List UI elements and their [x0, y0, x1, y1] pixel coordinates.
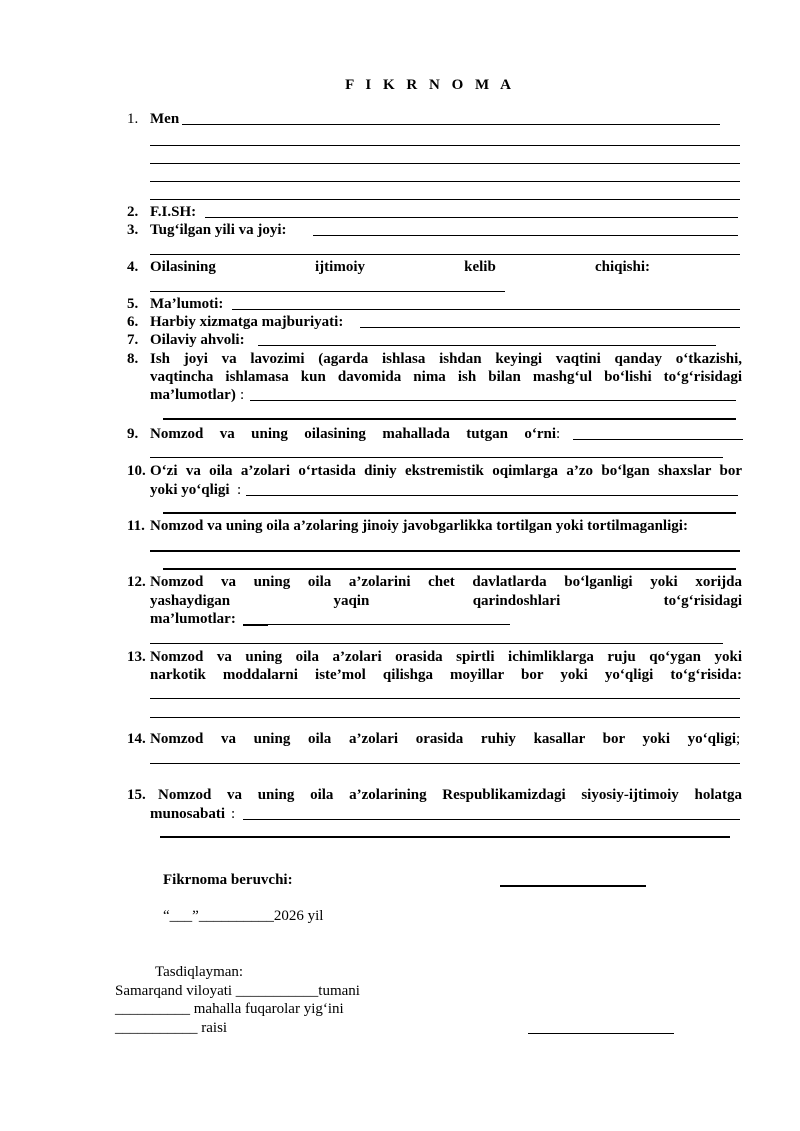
giver-signature-line[interactable] — [500, 885, 646, 887]
item-3-number: 3. — [127, 222, 139, 238]
item-15-number: 15. — [127, 787, 146, 803]
item-8-fill-line[interactable] — [163, 418, 736, 420]
item-1-label: Men — [150, 111, 180, 127]
item-2-label: F.I.SH: — [150, 204, 197, 220]
item-13-fill-line[interactable] — [150, 717, 740, 718]
item-4-word: chiqishi: — [594, 259, 650, 275]
item-8-fill-line[interactable] — [250, 400, 736, 401]
item-1-fill-line[interactable] — [150, 145, 740, 146]
item-4-label — [150, 258, 650, 276]
item-7-number: 7. — [127, 332, 139, 348]
item-7-label: Oilaviy ahvoli: — [150, 332, 245, 348]
item-12-line1: Nomzod va uning oila a’zolarini chet davlatlarda bo‘lganligi yoki xorijda — [150, 574, 742, 590]
item-13-fill-line[interactable] — [150, 698, 740, 699]
item-5-fill-line[interactable] — [232, 309, 740, 310]
item-8-number: 8. — [127, 351, 139, 367]
document-title: F I K R N O M A — [345, 77, 515, 93]
item-13-line2: narkotik moddalarni iste’mol qilishga moyillar bor yoki yo‘qligi to‘g‘risida: — [150, 667, 742, 683]
item-12-fill-line[interactable] — [150, 643, 723, 644]
region-line: Samarqand viloyati ___________tumani — [115, 983, 360, 999]
item-3-label: Tug‘ilgan yili va joyi: — [150, 222, 287, 238]
item-3-fill-line[interactable] — [313, 235, 738, 236]
giver-label: Fikrnoma beruvchi: — [163, 872, 293, 888]
item-12-line3: ma’lumotlar: — [150, 611, 236, 627]
item-9-label: Nomzod va uning oilasining mahallada tutgan o‘rni — [150, 426, 556, 442]
item-4-word: ijtimoiy — [315, 259, 365, 275]
item-12-word: yaqin — [333, 593, 370, 609]
approve-label: Tasdiqlayman: — [155, 964, 244, 980]
item-12-word: to‘g‘risidagi — [663, 593, 742, 609]
item-10-number: 10. — [127, 463, 146, 479]
item-12-word: yashaydigan — [150, 593, 231, 609]
item-6-fill-line[interactable] — [360, 327, 740, 328]
item-12-word: qarindoshlari — [472, 593, 561, 609]
item-8-line2: vaqtincha ishlamasa kun davomida nima ish bilan mashg‘ul bo‘lishi to‘g‘risidagi — [150, 369, 742, 385]
item-8-line3: ma’lumotlar) — [150, 387, 236, 403]
item-3-fill-line[interactable] — [150, 254, 740, 255]
item-4-number: 4. — [127, 259, 139, 275]
item-10-fill-line[interactable] — [163, 512, 736, 514]
item-12-number: 12. — [127, 574, 146, 590]
item-2-fill-line[interactable] — [205, 217, 738, 218]
item-15-line2: munosabati — [150, 806, 226, 822]
item-1-number: 1. — [127, 111, 139, 127]
item-10-fill-line[interactable] — [246, 495, 738, 496]
item-13-line1: Nomzod va uning oila a’zolari orasida spirtli ichimliklarga ruju qo‘ygan yoki — [150, 649, 742, 665]
item-9-fill-line[interactable] — [150, 457, 723, 458]
item-8-line1: Ish joyi va lavozimi (agarda ishlasa ishdan keyingi vaqtini qanday o‘tkazishi, — [150, 351, 742, 367]
item-1-fill-line[interactable] — [182, 124, 720, 125]
item-4-word: Oilasining — [150, 259, 216, 275]
item-12-fill-line[interactable] — [268, 624, 510, 625]
item-15-line1: Nomzod va uning oila a’zolarining Respublikamizdagi siyosiy-ijtimoiy holatga — [158, 787, 742, 803]
item-11-number: 11. — [127, 518, 145, 534]
item-14-number: 14. — [127, 731, 146, 747]
item-14-label: Nomzod va uning oila a’zolari orasida ruhiy kasallar bor yoki yo‘qligi — [150, 731, 736, 747]
chair-line: ___________ raisi — [115, 1020, 228, 1036]
item-12-fill-line[interactable] — [243, 624, 268, 626]
item-6-label: Harbiy xizmatga majburiyati: — [150, 314, 344, 330]
item-1-fill-line[interactable] — [150, 181, 740, 182]
item-11-fill-line[interactable] — [150, 550, 740, 552]
item-9-fill-line[interactable] — [573, 439, 743, 440]
item-11-fill-line[interactable] — [163, 568, 736, 570]
item-15-fill-line[interactable] — [243, 819, 740, 820]
item-6-number: 6. — [127, 314, 139, 330]
item-7-fill-line[interactable] — [258, 345, 716, 346]
item-4-word: kelib — [464, 259, 496, 275]
item-11-label: Nomzod va uning oila a’zolaring jinoiy javobgarlikka tortilgan yoki tortilmaganligi: — [150, 518, 688, 534]
item-10-line2: yoki yo‘qligi — [150, 482, 230, 498]
item-14-fill-line[interactable] — [150, 763, 740, 764]
item-12-line2 — [150, 592, 742, 610]
item-2-number: 2. — [127, 204, 139, 220]
mahalla-line: __________ mahalla fuqarolar yig‘ini — [115, 1001, 344, 1017]
item-1-fill-line[interactable] — [150, 199, 740, 200]
date-field[interactable]: “___”__________2026 yil — [163, 908, 324, 924]
item-1-fill-line[interactable] — [150, 163, 740, 164]
item-15-fill-line[interactable] — [160, 836, 730, 838]
item-4-fill-line[interactable] — [150, 291, 505, 292]
item-13-number: 13. — [127, 649, 146, 665]
item-10-line1: O‘zi va oila a’zolari o‘rtasida diniy ekstremistik oqimlarga a’zo bo‘lgan shaxslar bor — [150, 463, 742, 479]
item-9-number: 9. — [127, 426, 139, 442]
item-5-number: 5. — [127, 296, 139, 312]
chair-signature-line[interactable] — [528, 1033, 674, 1034]
item-5-label: Ma’lumoti: — [150, 296, 224, 312]
